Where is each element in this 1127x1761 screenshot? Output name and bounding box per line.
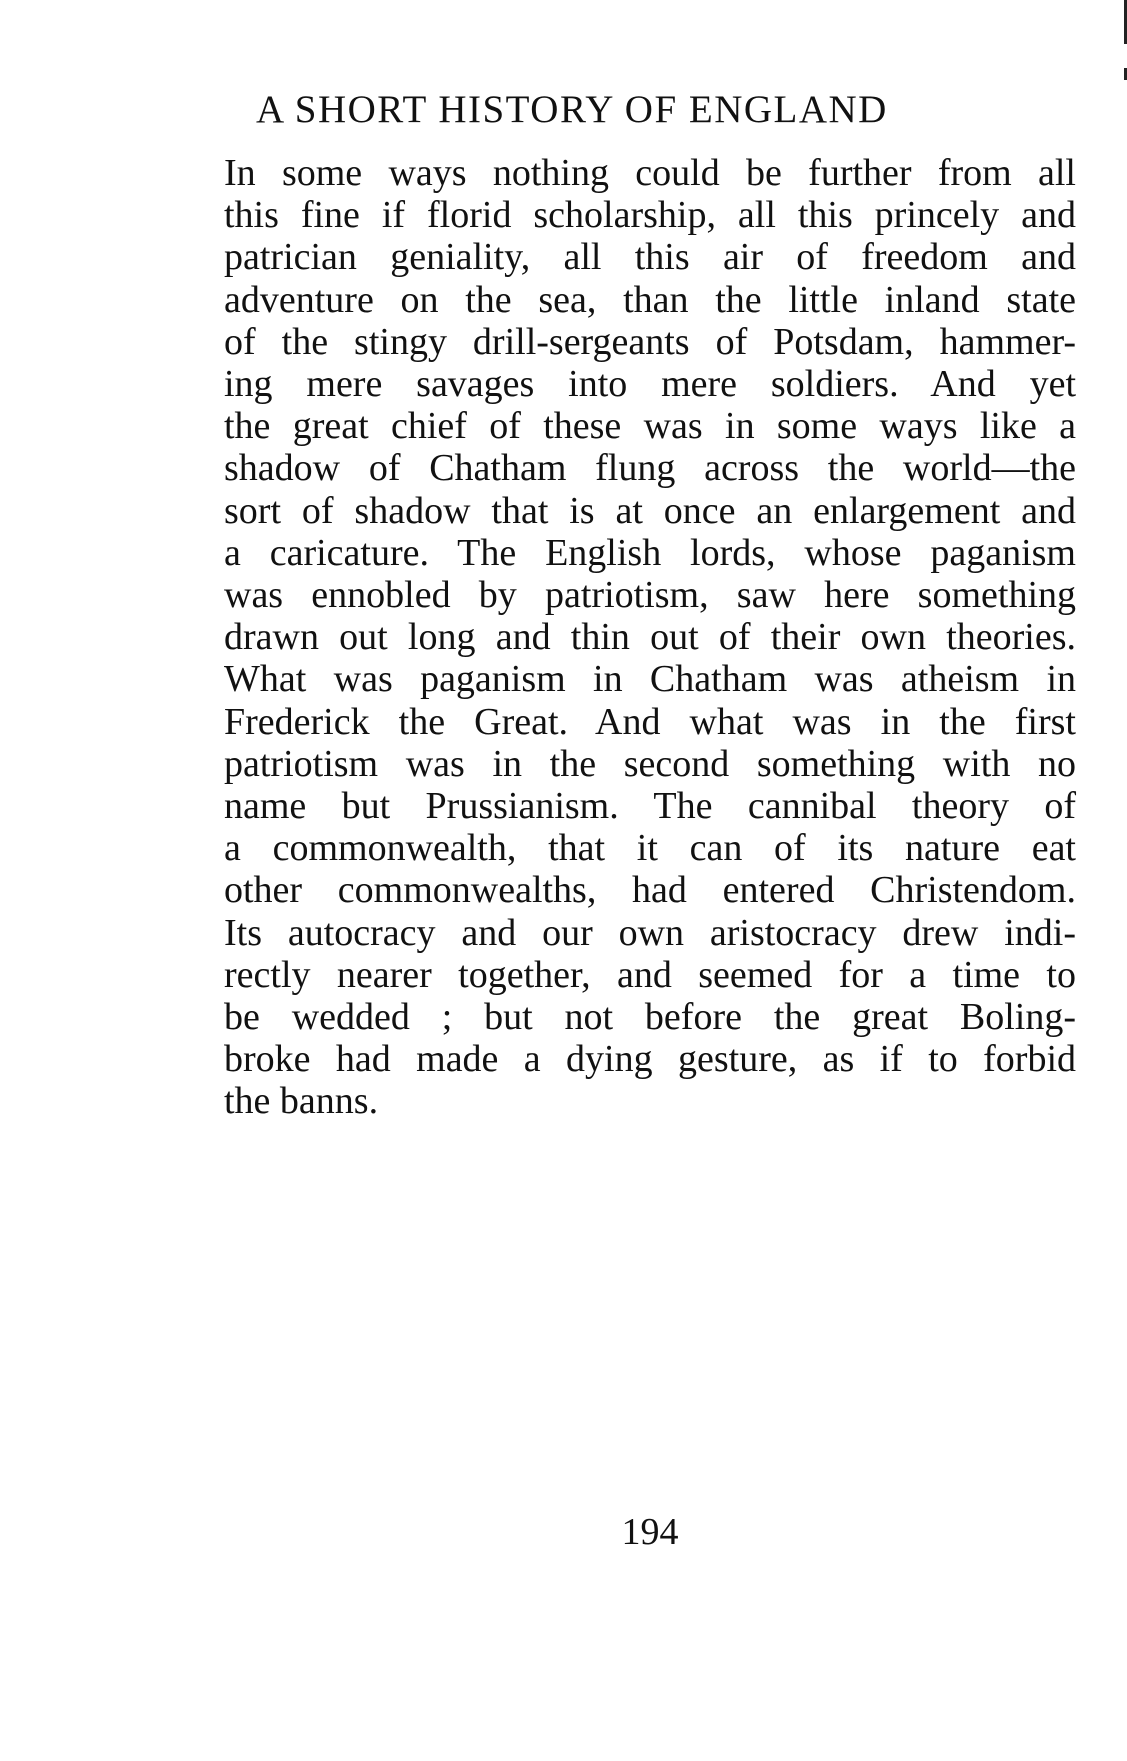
- text-line: this fine if florid scholarship, all this princely and: [224, 194, 1076, 237]
- text-line: of the stingy drill-sergeants of Potsdam, hammer-: [224, 320, 1076, 363]
- body-paragraph: [224, 152, 1076, 1123]
- text-line: broke had made a dying gesture, as if to forbid: [224, 1038, 1076, 1081]
- text-line: the great chief of these was in some ways like a: [224, 405, 1076, 448]
- running-title: A SHORT HISTORY OF ENGLAND: [256, 88, 888, 131]
- text-line: was ennobled by patriotism, saw here something: [224, 574, 1076, 617]
- text-line: patriotism was in the second something with no: [224, 742, 1076, 785]
- text-line: sort of shadow that is at once an enlargement and: [224, 489, 1076, 532]
- text-line: patrician geniality, all this air of freedom and: [224, 236, 1076, 279]
- text-line: adventure on the sea, than the little inland state: [224, 278, 1076, 321]
- text-line: other commonwealths, had entered Christendom.: [224, 869, 1076, 912]
- text-line: Frederick the Great. And what was in the first: [224, 700, 1076, 743]
- text-line: rectly nearer together, and seemed for a time to: [224, 953, 1076, 996]
- text-line: Its autocracy and our own aristocracy drew indi-: [224, 911, 1076, 954]
- text-line: In some ways nothing could be further from all: [224, 152, 1076, 194]
- page-number: 194: [621, 1511, 679, 1553]
- text-line: drawn out long and thin out of their own theories.: [224, 616, 1076, 659]
- text-line: a caricature. The English lords, whose paganism: [224, 531, 1076, 574]
- text-line: ing mere savages into mere soldiers. And yet: [224, 363, 1076, 406]
- text-line-last: the banns.: [224, 1080, 379, 1123]
- text-line: be wedded ; but not before the great Boling-: [224, 996, 1076, 1039]
- text-line: What was paganism in Chatham was atheism in: [224, 658, 1076, 701]
- text-line: shadow of Chatham flung across the world—the: [224, 447, 1076, 490]
- text-line: name but Prussianism. The cannibal theory of: [224, 785, 1076, 828]
- text-line: a commonwealth, that it can of its nature eat: [224, 827, 1076, 870]
